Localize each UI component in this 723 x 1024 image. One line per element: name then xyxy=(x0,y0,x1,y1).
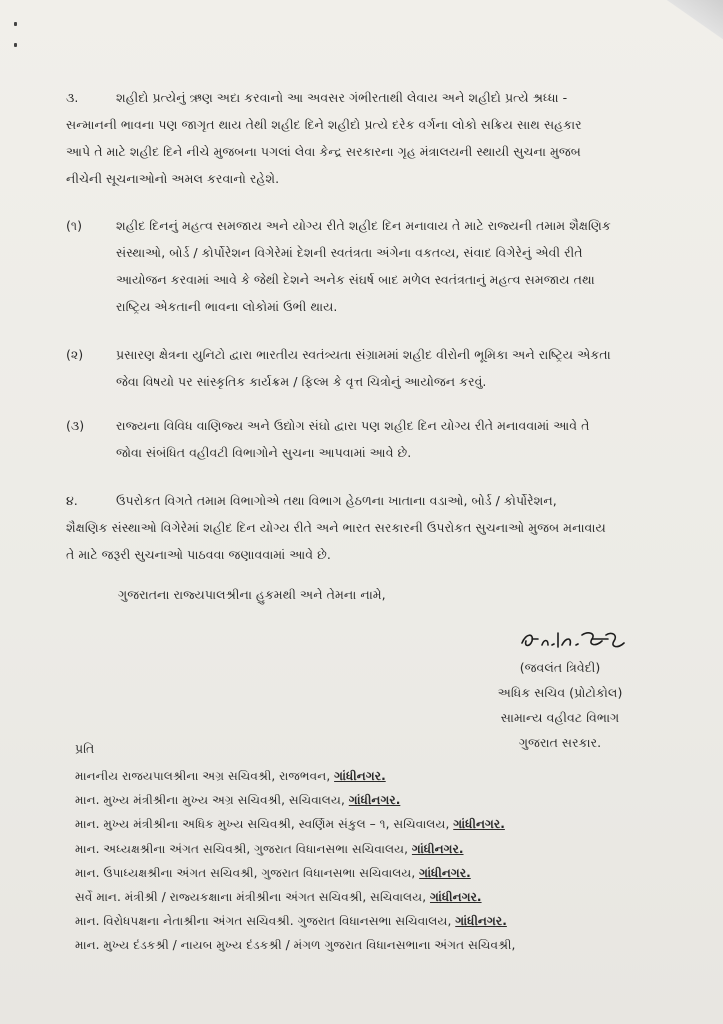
recipient-line xyxy=(75,933,695,957)
page-corner-fold xyxy=(653,0,723,48)
list-item-line: સંસ્થાઓ, બોર્ડ / કોર્પોરેશન વિગેરેમાં દેશની સ્વતંત્રતા અંગેના વકતવ્ય, સંવાદ વિગેરેનું એવી રીતે xyxy=(116,245,583,260)
paragraph-line: નીચેની સૂચનાઓનો અમલ કરવાનો રહેશે. xyxy=(66,171,280,186)
signatory-designation: અધિક સચિવ (પ્રોટોકોલ) xyxy=(497,685,623,700)
recipient-city: ગાંધીનગર. xyxy=(453,817,505,832)
recipient-line xyxy=(75,764,695,788)
handwritten-signature xyxy=(518,627,628,653)
signatory-department: સામાન્ય વહીવટ વિભાગ xyxy=(500,710,620,725)
recipient-city: ગાંધીનગર. xyxy=(429,889,482,904)
binder-hole-mark xyxy=(14,43,17,47)
paragraph-line: ઉપરોકત વિગતે તમામ વિભાગોએ તથા વિભાગ હેઠળના ખાતાના વડાઓ, બોર્ડ / કોર્પોરેશન, xyxy=(116,493,557,508)
recipient-text: માન. મુખ્ય દંડકશ્રી / નાયબ મુખ્ય દંડકશ્રી / મંગળ ગુજરાત વિધાનસભાના અંગત સચિવશ્રી, xyxy=(75,938,516,953)
list-item-number: (૨) xyxy=(66,347,84,362)
list-item-line: રાજ્યના વિવિધ વાણિજ્ય અને ઉદ્યોગ સંઘો દ્વારા પણ શહીદ દિન યોગ્ય રીતે મનાવવામાં આવે તે xyxy=(116,418,590,433)
recipient-city: ગાંધીનગર. xyxy=(419,865,471,880)
list-item-line: જેવા વિષયો પર સાંસ્કૃતિક કાર્યક્રમ / ફિલ્મ કે વૃત્ત ચિત્રોનું આયોજન કરવું. xyxy=(116,374,487,389)
paragraph-number: ૪. xyxy=(66,493,78,508)
recipient-line xyxy=(75,788,695,812)
recipient-text: માન. અધ્યક્ષશ્રીના અંગત સચિવશ્રી, ગુજરાત વિધાનસભા સચિવાલય, xyxy=(75,841,412,856)
list-item-line: આયોજન કરવામાં આવે કે જેથી દેશને અનેક સંઘર્ષ બાદ મળેલ સ્વતંત્રતાનું મહત્વ સમજાય તથા xyxy=(116,272,595,287)
signatory-block xyxy=(470,655,650,755)
paragraph-number: ૩. xyxy=(66,90,79,105)
recipient-text: સર્વે માન. મંત્રીશ્રી / રાજ્યકક્ષાના મંત્રીશ્રીના અંગત સચિવશ્રી, સચિવાલય, xyxy=(75,889,430,904)
recipient-text: માનનીય રાજયપાલશ્રીના અગ્ર સચિવશ્રી, રાજભવન, xyxy=(75,769,335,783)
list-item-number: (૧) xyxy=(66,218,82,233)
closing-line: ગુજરાતના રાજ્યપાલશ્રીના હુકમથી અને તેમના નામે, xyxy=(118,587,386,602)
recipient-text: માન. ઉપાધ્યક્ષશ્રીના અંગત સચિવશ્રી, ગુજરાત વિધાનસભા સચિવાલય, xyxy=(75,865,420,880)
recipient-line xyxy=(75,885,695,909)
recipient-city: ગાંધીનગર. xyxy=(455,914,507,929)
recipient-list xyxy=(75,764,695,958)
recipient-line xyxy=(75,812,695,836)
recipient-city: ગાંધીનગર. xyxy=(348,793,401,808)
recipient-text: માન. વિરોધપક્ષના નેતાશ્રીના અંગત સચિવશ્રી. ગુજરાત વિધાનસભા સચિવાલય, xyxy=(75,914,456,929)
paragraph-line: આપે તે માટે શહીદ દિને નીચે મુજબના પગલાં લેવા કેન્દ્ર સરકારના ગૃહ મંત્રાલયની સ્થાયી સુચના મુજબ xyxy=(66,144,581,159)
recipient-line xyxy=(75,909,695,933)
recipient-text: માન. મુખ્ય મંત્રીશ્રીના અધિક મુખ્ય સચિવશ્રી, સ્વર્ણિમ સંકુલ – ૧, સચિવાલય, xyxy=(75,817,454,832)
recipient-text: માન. મુખ્ય મંત્રીશ્રીના મુખ્ય અગ્ર સચિવશ્રી, સચિવાલય, xyxy=(75,793,349,808)
list-item-line: શહીદ દિનનું મહત્વ સમજાય અને યોગ્ય રીતે શહીદ દિન મનાવાય તે માટે રાજ્યની તમામ શૈક્ષણિક xyxy=(116,218,611,233)
paragraph-line: તે માટે જરૂરી સુચનાઓ પાઠવવા જણાવવામાં આવે છે. xyxy=(66,547,331,562)
recipient-city: ગાંધીનગર. xyxy=(334,769,386,783)
paragraph-line: શૈક્ષણિક સંસ્થાઓ વિગેરેમાં શહીદ દિન યોગ્ય રીતે અને ભારત સરકારની ઉપરોકત સુચનાઓ મુજબ મનાવાય xyxy=(66,520,606,535)
recipient-city: ગાંધીનગર. xyxy=(411,841,464,856)
recipient-line xyxy=(75,837,695,861)
list-item-number: (૩) xyxy=(66,418,85,433)
list-item-line: જોવા સંબંધિત વહીવટી વિભાગોને સુચના આપવામાં આવે છે. xyxy=(116,445,412,460)
recipient-line xyxy=(75,861,695,885)
list-item-line: પ્રસારણ ક્ષેત્રના યુનિટો દ્વારા ભારતીય સ્વતંત્ર્યતા સંગ્રામમાં શહીદ વીરોની ભૂમિકા અને રાષ્ટ્રિય એકતા xyxy=(116,347,611,362)
paragraph-line: શહીદો પ્રત્યેનું ઋણ અદા કરવાનો આ અવસર ગંભીરતાથી લેવાય અને શહીદો પ્રત્યે શ્રધ્ધા - xyxy=(116,90,568,105)
paragraph-line: સન્માનની ભાવના પણ જાગૃત થાય તેથી શહીદ દિને શહીદો પ્રત્યે દરેક વર્ગના લોકો સક્રિય સાથ સહકાર xyxy=(66,117,582,132)
signatory-name: (જવલંત ત્રિવેદી) xyxy=(519,660,601,675)
signatory-government: ગુજરાત સરકાર. xyxy=(518,735,602,750)
binder-hole-mark xyxy=(14,22,17,26)
prati-heading: પ્રતિ xyxy=(75,741,95,756)
list-item-line: રાષ્ટ્રિય એકતાની ભાવના લોકોમાં ઉભી થાય. xyxy=(116,299,338,314)
